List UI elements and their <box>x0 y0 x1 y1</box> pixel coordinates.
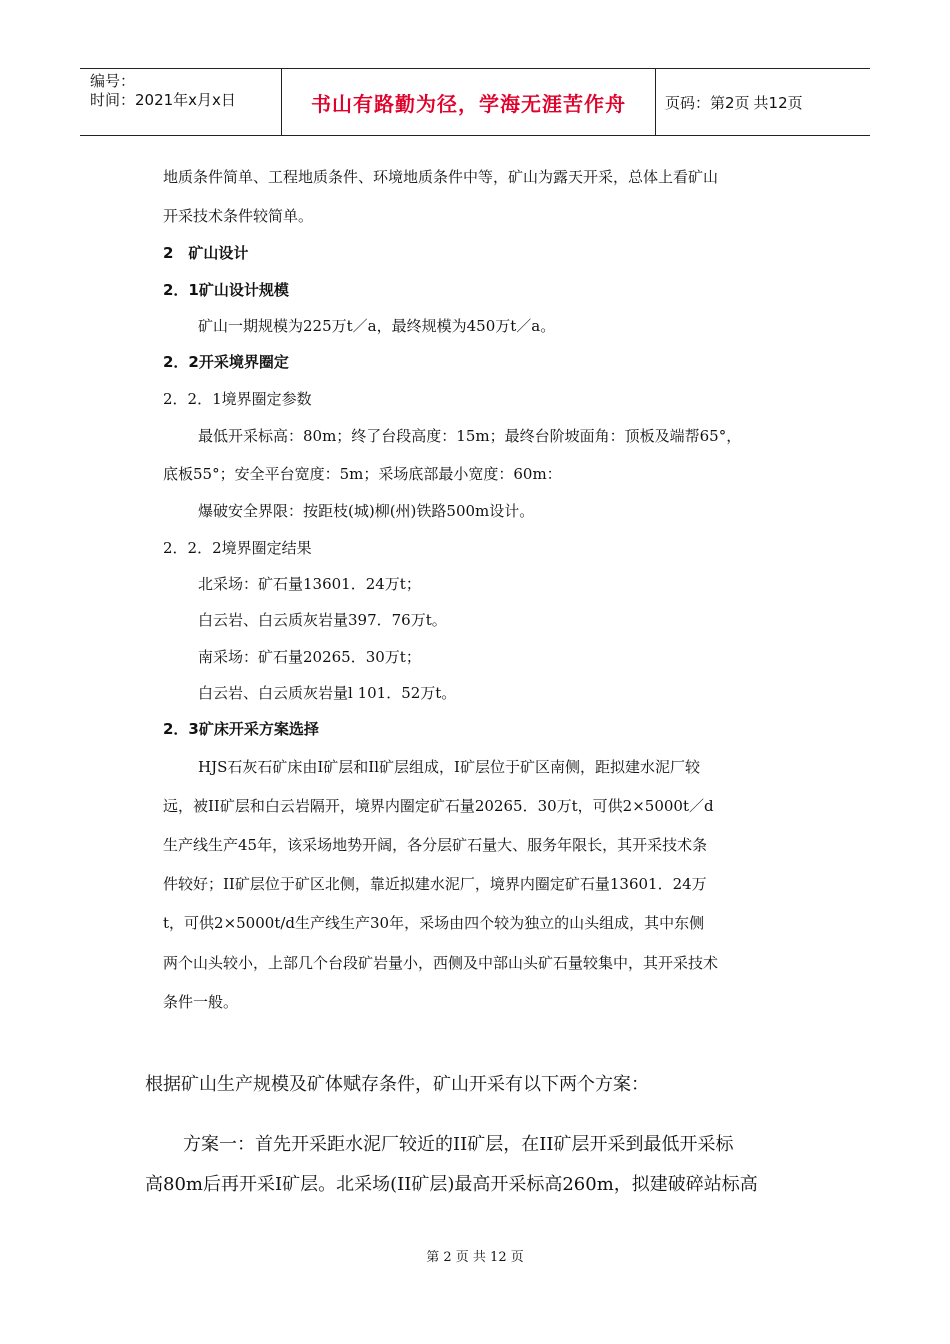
page-header <box>80 68 870 136</box>
result-line: 白云岩、白云质灰岩量l 101．52万t。 <box>198 684 457 702</box>
paragraph-line: 开采技术条件较简单。 <box>163 207 314 225</box>
paragraph-line: 根据矿山生产规模及矿体赋存条件，矿山开采有以下两个方案： <box>145 1074 649 1095</box>
paragraph-line: 底板55°；安全平台宽度：5m；采场底部最小宽度：60m： <box>163 465 562 483</box>
time-label: 时间：2021年x月x日 <box>90 91 236 109</box>
page-label: 页码：第2页 <box>665 93 750 112</box>
paragraph-line: 远，被II矿层和白云岩隔开，境界内圈定矿石量20265．30万t，可供2×5000t／d <box>163 797 714 815</box>
paragraph-line: 条件一般。 <box>163 993 239 1011</box>
paragraph-line: 地质条件简单、工程地质条件、环境地质条件中等，矿山为露天开采，总体上看矿山 <box>163 168 719 186</box>
subsubsection-heading: 2．2．1境界圈定参数 <box>163 390 312 408</box>
total-label: 共12页 <box>753 93 803 112</box>
subsection-heading: 2．2开采境界圈定 <box>163 353 289 371</box>
paragraph-line: 爆破安全界限：按距枝(城)柳(州)铁路500m设计。 <box>198 502 535 520</box>
header-page-info <box>665 69 870 135</box>
paragraph-line: 件较好；II矿层位于矿区北侧，靠近拟建水泥厂，境界内圈定矿石量13601．24万 <box>163 875 707 893</box>
paragraph-line: t，可供2×5000t/d生产线生产30年，采场由四个较为独立的山头组成，其中东侧 <box>163 914 705 932</box>
paragraph-line: 矿山一期规模为225万t／a，最终规模为450万t／a。 <box>198 317 556 335</box>
result-line: 南采场：矿石量20265．30万t； <box>198 648 421 666</box>
subsubsection-heading: 2．2．2境界圈定结果 <box>163 539 312 557</box>
paragraph-line: 方案一：首先开采距水泥厂较近的II矿层，在II矿层开采到最低开采标 <box>183 1134 734 1155</box>
result-line: 北采场：矿石量13601．24万t； <box>198 575 421 593</box>
number-label: 编号： <box>90 72 136 90</box>
header-motto: 书山有路勤为径，学海无涯苦作舟 <box>281 69 656 135</box>
paragraph-line: 最低开采标高：80m；终了台段高度：15m；最终台阶坡面角：顶板及端帮65°， <box>198 427 742 445</box>
subsection-heading: 2．1矿山设计规模 <box>163 281 289 299</box>
result-line: 白云岩、白云质灰岩量397．76万t。 <box>198 611 447 629</box>
subsection-heading: 2．3矿床开采方案选择 <box>163 720 319 738</box>
paragraph-line: HJS石灰石矿床由I矿层和Il矿层组成，I矿层位于矿区南侧，距拟建水泥厂较 <box>198 758 700 776</box>
paragraph-line: 生产线生产45年，该采场地势开阔，各分层矿石量大、服务年限长，其开采技术条 <box>163 836 708 854</box>
paragraph-line: 两个山头较小，上部几个台段矿岩量小，西侧及中部山头矿石量较集中，其开采技术 <box>163 954 719 972</box>
paragraph-line: 高80m后再开采I矿层。北采场(II矿层)最高开采标高260m，拟建破碎站标高 <box>145 1174 758 1195</box>
page-footer: 第 2 页 共 12 页 <box>426 1250 524 1265</box>
header-meta <box>80 69 280 135</box>
section-heading: 2 矿山设计 <box>163 244 249 262</box>
